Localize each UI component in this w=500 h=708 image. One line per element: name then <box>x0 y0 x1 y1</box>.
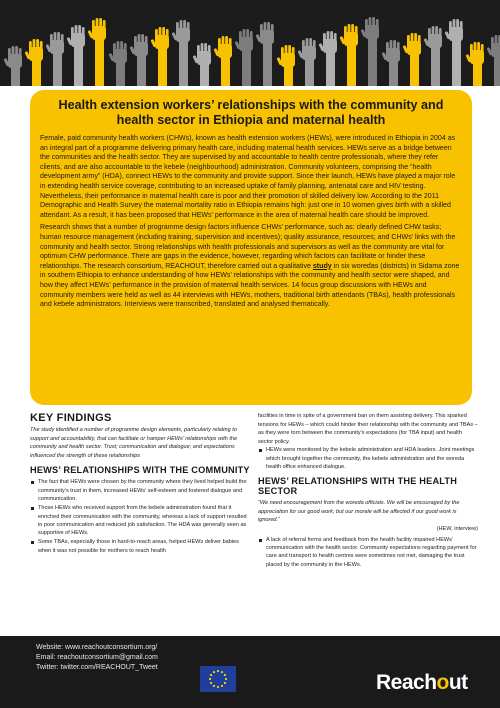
monitor-list <box>258 446 478 471</box>
community-list <box>30 478 250 555</box>
reachout-logo: Reachout <box>376 671 468 694</box>
list-item: A lack of referral forms and feedback from the health facility impaired HEWs’ communication with the health sector. Community expectations regarding payment for care and transport to health centres were sometimes not met, damaging the trust placed by the community in the HEWs. <box>258 536 478 569</box>
email-link[interactable]: Email: reachoutconsortium@gmail.com <box>36 654 158 661</box>
key-findings-text: The study identified a number of programme design elements, particularly relating to support and accountability, that can facilitate or hamper HEWs’ relationships with the community and health sector. Trust; communication and dialogue; and expectations influenced the strength of these relationships <box>30 427 238 459</box>
raised-hands-illustration <box>0 0 500 86</box>
intro-paragraph-1: Female, paid community health workers (CHWs), known as health extension workers (HEWs), were introduced in Ethiopia in 2004 as an integral part of a programme delivering primary health care, including maternal health services. HEWs serve as a bridge between the communities and the health sector. They are supervised by and accountable to health centre professionals, where they refer clients, and are also accountable to the kebele (neighbourhood) administration. Community volunteers, comprising the “health development army” (HDA), connect HEWs to the community and provide support. Since their launch, HEWs have played a major role in extending health service coverage, contributing to an increased uptake of family planning, antenatal care and HIV testing. Nevertheless, their performance in maternal health care is poor and their promotion of skilled delivery low. According to the 2011 Demographic and Health Survey the maternal mortality ratio in Ethiopia remains high: just one in 10 women gives birth with a skilled attendant. As a result, it has been proposed that HEWs’ performance in the area of maternal health care should be improved. <box>40 135 456 219</box>
page-title: Health extension workers’ relationships with the community and health sector in Ethiopia and maternal health <box>58 98 444 127</box>
footer-links <box>36 643 158 673</box>
community-heading: HEWS’ RELATIONSHIPS WITH THE COMMUNITY <box>30 465 250 476</box>
health-sector-heading: HEWS’ RELATIONSHIPS WITH THE HEALTH SECTOR <box>258 476 458 497</box>
list-item: Some TBAs, especially those in hard-to-reach areas, helped HEWs deliver babies when it was not possible for mothers to reach health <box>30 538 250 555</box>
eu-flag-icon <box>200 666 236 692</box>
health-sector-list <box>258 536 478 569</box>
hew-quote: “We need encouragement from the woreda officials. We will be encouraged by the appreciation for our good work; but our morale will be affected if our good work is ignored.” <box>258 500 460 524</box>
study-link[interactable]: study <box>312 262 332 270</box>
intro-box <box>30 90 472 405</box>
header-banner <box>0 0 500 86</box>
right-column <box>258 412 478 570</box>
intro-paragraph-2: Research shows that a number of programme design factors influence CHWs’ performance, such as: clearly defined CHW tasks; human resource management (including training, supervision and incentives); quality assurance, resources; and CHWs’ links with the community and health sector. Strong relationships with health professionals and supervisors as well as the community are vital for optimum CHW performance. There are gaps in the evidence, however, regarding which factors can facilitate or hinder these relationships. The research consortium, REACHOUT, therefore carried out a qualitative study in six woredas (districts) in Sidama zone in southern Ethiopia to enhance understanding of how HEWs’ relationships with the community and health sector were shaped, and how they affect HEWs’ performance in the provision of maternal health services. 14 focus group discussions with HEWs and community members were held as well as 44 interviews with HEWs, mothers, traditional birth attendants (TBAs), health professionals and kebele administrators. Interviews were transcribed, translated and analysed thematically. <box>40 224 460 309</box>
key-findings-heading: KEY FINDINGS <box>30 412 112 424</box>
twitter-link[interactable]: Twitter: twitter.com/REACHOUT_Tweet <box>36 664 158 671</box>
list-item: The fact that HEWs were chosen by the community where they lived helped build the community’s trust in them, increased HEWs’ self-esteem and fostered dialogue and communication. <box>30 478 250 503</box>
list-item: HEWs were monitored by the kebele administration and HDA leaders. Joint meetings which brought together the community, the kebele administration and the woreda health office enhanced dialogue. <box>258 446 478 471</box>
quote-attribution: (HEW, interview) <box>436 526 478 533</box>
left-column <box>30 412 250 556</box>
list-item: Those HEWs who received support from the kebele administration found that it enriched their communication with the community, whereas a lack of support resulted in poor communication and reduced job satisfaction. The HDA was generally seen as supportive of HEWs. <box>30 504 250 537</box>
continued-text: facilities in time in spite of a government ban on them assisting delivery. This sparked tensions for HEWs – which could hinder their relationship with the community and TBAs – as they were torn between the community’s expectations (for TBA input) and health sector policy. <box>258 413 478 445</box>
website-link[interactable]: Website: www.reachoutconsortium.org/ <box>36 644 158 651</box>
